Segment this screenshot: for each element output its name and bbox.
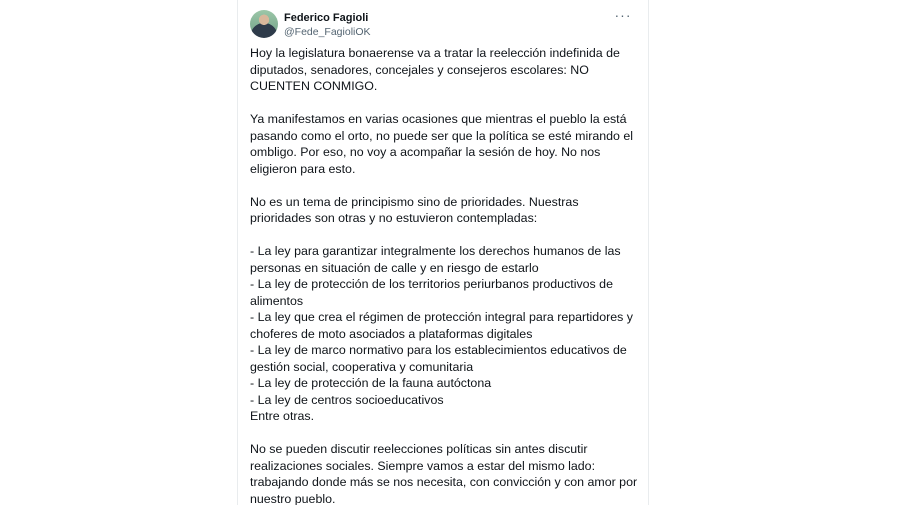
author-name[interactable]: Federico Fagioli xyxy=(284,12,369,24)
more-icon[interactable]: ··· xyxy=(614,7,632,23)
list-item: - La ley de protección de la fauna autóctona xyxy=(250,376,492,390)
tweet-paragraph: Hoy la legislatura bonaerense va a tratar la reelección indefinida de diputados, senadores, concejales y consejeros escolares: NO CUENTEN CONMIGO. xyxy=(250,46,624,93)
priorities-list xyxy=(250,243,642,425)
tweet-paragraph: No es un tema de principismo sino de prioridades. Nuestras prioridades son otras y no estuvieron contempladas: xyxy=(250,194,582,225)
list-item: - La ley para garantizar integralmente los derechos humanos de las personas en situación de calle y en riesgo de estarlo xyxy=(250,244,621,275)
list-item: - La ley de centros socioeducativos xyxy=(250,392,444,407)
author-handle[interactable]: @Fede_FagioliOK xyxy=(284,26,371,38)
author-block xyxy=(284,11,371,39)
tweet-text xyxy=(250,45,642,505)
tweet-card xyxy=(237,0,649,505)
tweet-paragraph: No se pueden discutir reelecciones políticas sin antes discutir realizaciones sociales. Siempre vamos a estar del mismo lado: trabajando donde más se nos necesita, con convicción y con amor por nuestro pueblo. xyxy=(250,442,641,505)
list-item: - La ley de marco normativo para los establecimientos educativos de gestión social, cooperativa y comunitaria xyxy=(250,343,627,374)
avatar[interactable] xyxy=(250,10,278,38)
tweet-paragraph: Ya manifestamos en varias ocasiones que mientras el pueblo la está pasando como el orto, no puede ser que la política se esté mirando el ombligo. Por eso, no voy a acompañar la sesión de hoy. No nos eligieron para esto. xyxy=(250,112,637,176)
list-item: - La ley que crea el régimen de protección integral para repartidores y choferes de moto asociados a plataformas digitales xyxy=(250,310,633,341)
tweet-header xyxy=(250,7,636,44)
list-closing: Entre otras. xyxy=(250,409,315,423)
list-item: - La ley de protección de los territorios periurbanos productivos de alimentos xyxy=(250,277,613,308)
